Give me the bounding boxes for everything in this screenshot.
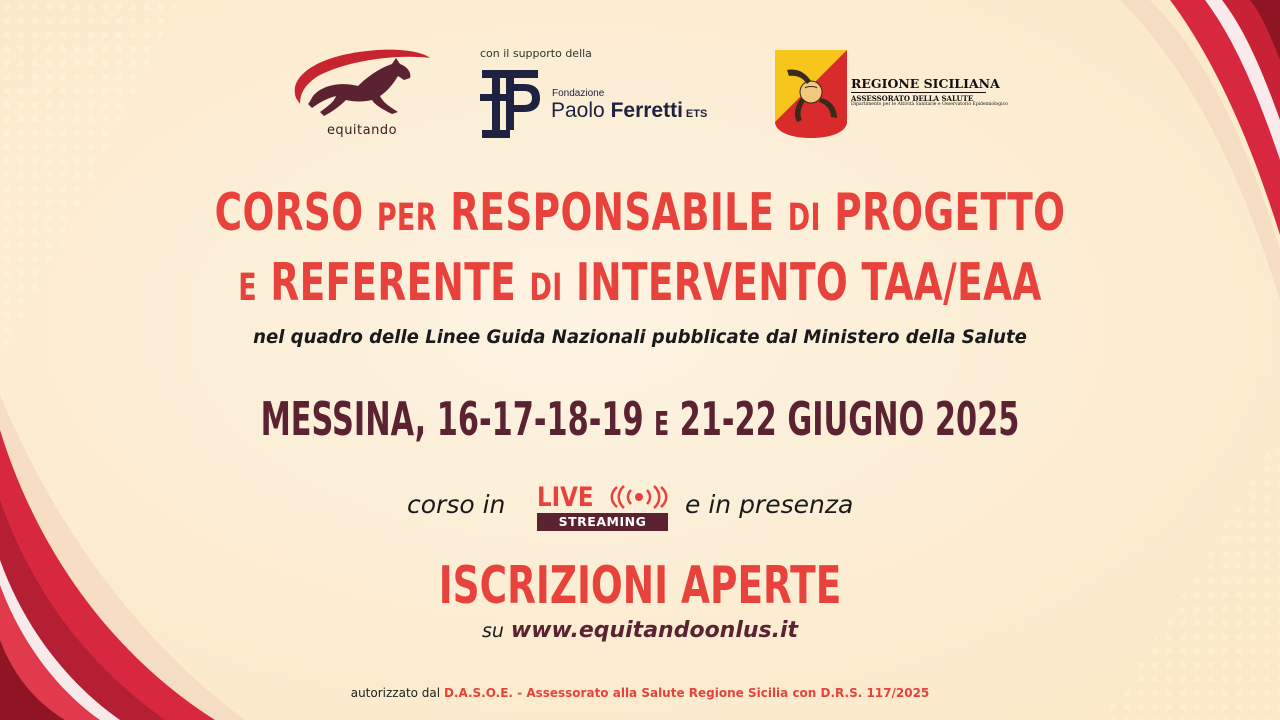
foundation-name: [551, 99, 707, 123]
date-part-1: MESSINA, 16-17-18-19: [260, 392, 644, 446]
mode-suffix: e in presenza: [685, 490, 854, 519]
live-label: LIVE: [537, 482, 594, 513]
live-streaming-badge: [537, 484, 669, 532]
enrollment-headline: ISCRIZIONI APERTE: [438, 556, 842, 616]
foundation-name-bold: Ferretti: [610, 99, 683, 122]
trinacria-emblem-icon: [775, 50, 847, 138]
footer-authority: D.A.S.O.E. - Assessorato alla Salute Regione Sicilia con D.R.S. 117/2025: [443, 686, 930, 700]
enrollment-website: [0, 618, 1280, 643]
title-word-small: DI: [529, 265, 563, 309]
footer-prefix: autorizzato dal: [350, 686, 441, 700]
equitando-wordmark: equitando: [326, 123, 398, 138]
region-title: REGIONE SICILIANA: [851, 76, 1000, 91]
title-word-small: E: [238, 265, 258, 309]
course-title-line-2: [179, 253, 1101, 313]
title-word-small: DI: [787, 195, 821, 239]
date-part-2: 21-22 GIUGNO 2025: [679, 392, 1020, 446]
website-prefix: su: [481, 620, 504, 642]
title-word: INTERVENTO TAA/EAA: [575, 253, 1042, 313]
title-word: RESPONSABILE: [450, 183, 775, 243]
streaming-label: STREAMING: [537, 513, 668, 531]
foundation-label: Fondazione: [552, 88, 605, 99]
title-word: PROGETTO: [834, 183, 1066, 243]
region-subtitle: ASSESSORATO DELLA SALUTE: [851, 92, 986, 103]
broadcast-waves-icon: [610, 485, 668, 509]
foundation-suffix: ETS: [685, 108, 708, 120]
title-word: REFERENTE: [270, 253, 517, 313]
support-text: con il supporto della: [480, 47, 592, 60]
attendance-mode: [0, 484, 1280, 532]
course-title-line-1: [179, 183, 1101, 243]
fpf-monogram-icon: [480, 70, 540, 138]
foundation-name-regular: Paolo: [551, 99, 605, 122]
course-subtitle: nel quadro delle Linee Guida Nazionali pubblicate dal Ministero della Salute: [253, 326, 1027, 348]
equitando-logo: [288, 46, 436, 142]
mode-prefix: corso in: [407, 490, 506, 519]
region-detail: Dipartimento per le Attività Sanitarie e Osservatorio Epidemiologico: [851, 102, 1008, 107]
title-word-small: PER: [376, 195, 437, 239]
date-conjunction: E: [654, 404, 670, 443]
galloping-horse-icon: [288, 46, 436, 126]
title-word: CORSO: [214, 183, 364, 243]
website-link[interactable]: www.equitandoonlus.it: [510, 618, 799, 643]
authorization-footer: [0, 686, 1280, 700]
event-date: [218, 392, 1063, 446]
